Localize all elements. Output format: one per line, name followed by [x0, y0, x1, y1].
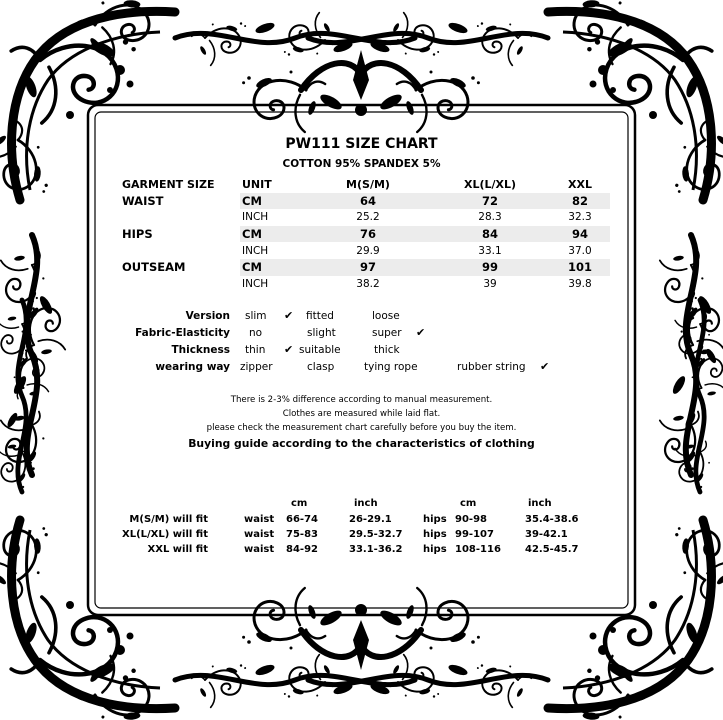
- guide-header-waist-inch: inch: [354, 498, 378, 509]
- value-cell: 29.9: [356, 244, 380, 257]
- note-measurement-difference: There is 2-3% difference according to manual measurement.: [230, 395, 493, 405]
- elasticity-option-slight: slight: [307, 327, 336, 339]
- table-row: [120, 226, 610, 243]
- guide-hips-label: hips: [423, 514, 447, 525]
- guide-waist-inch: 26-29.1: [349, 514, 392, 525]
- header-size-xl: XL(L/XL): [463, 177, 517, 191]
- guide-waist-inch: 29.5-32.7: [349, 529, 403, 540]
- unit-cell: INCH: [242, 277, 269, 290]
- check-icon: ✔: [284, 309, 294, 322]
- value-cell: 97: [306, 259, 430, 276]
- version-option-fitted: fitted: [306, 310, 334, 322]
- guide-waist-cm: 66-74: [286, 514, 318, 525]
- value-cell: 38.2: [356, 277, 380, 290]
- row-label-waist: WAIST: [122, 193, 164, 208]
- elasticity-label: Fabric-Elasticity: [135, 327, 230, 339]
- header-size-m: M(S/M): [346, 177, 390, 191]
- check-icon: ✔: [416, 326, 426, 339]
- guide-hips-cm: 108-116: [455, 544, 501, 555]
- elasticity-option-no: no: [249, 327, 263, 339]
- guide-hips-inch: 35.4-38.6: [525, 514, 579, 525]
- value-cell: 82: [550, 193, 610, 210]
- value-cell: 76: [306, 226, 430, 243]
- guide-hips-inch: 39-42.1: [525, 529, 568, 540]
- value-cell: 94: [550, 226, 610, 243]
- thickness-label: Thickness: [171, 344, 230, 356]
- guide-hips-label: hips: [423, 544, 447, 555]
- unit-cell: CM: [240, 193, 306, 210]
- table-row: [120, 209, 610, 226]
- guide-waist-inch: 33.1-36.2: [349, 544, 403, 555]
- header-size-xxl: XXL: [568, 177, 592, 191]
- check-icon: ✔: [284, 343, 294, 356]
- value-cell: 99: [430, 259, 550, 276]
- guide-hips-cm: 99-107: [455, 529, 494, 540]
- check-icon: ✔: [540, 360, 550, 373]
- table-row: [120, 242, 610, 259]
- table-row: [120, 193, 610, 210]
- guide-row-label-xl: XL(L/XL) will fit: [121, 529, 208, 540]
- buying-guide-title: Buying guide according to the characteristics of clothing: [188, 437, 535, 450]
- wearing-option-zipper: zipper: [240, 361, 273, 373]
- guide-hips-inch: 42.5-45.7: [525, 544, 579, 555]
- thickness-option-thin: thin: [245, 344, 266, 356]
- unit-cell: INCH: [242, 211, 269, 224]
- row-label-outseam: OUTSEAM: [122, 260, 186, 275]
- guide-hips-label: hips: [423, 529, 447, 540]
- note-check-chart: please check the measurement chart carefully before you buy the item.: [206, 423, 517, 433]
- header-garment-size: GARMENT SIZE: [122, 177, 215, 191]
- version-option-slim: slim: [245, 310, 267, 322]
- header-unit: UNIT: [242, 177, 272, 191]
- value-cell: 72: [430, 193, 550, 210]
- guide-waist-label: waist: [244, 529, 275, 540]
- value-cell: 33.1: [478, 244, 502, 257]
- table-row: [120, 259, 610, 276]
- guide-waist-cm: 84-92: [286, 544, 318, 555]
- chart-title: PW111 SIZE CHART: [285, 136, 438, 152]
- guide-waist-cm: 75-83: [286, 529, 318, 540]
- value-cell: 28.3: [478, 211, 502, 224]
- thickness-option-suitable: suitable: [299, 344, 341, 356]
- value-cell: 84: [430, 226, 550, 243]
- value-cell: 39: [483, 277, 497, 290]
- value-cell: 32.3: [568, 211, 592, 224]
- version-option-loose: loose: [372, 310, 400, 322]
- guide-row-label-xxl: XXL will fit: [147, 544, 208, 555]
- note-laid-flat: Clothes are measured while laid flat.: [282, 409, 441, 419]
- thickness-option-thick: thick: [374, 344, 400, 356]
- guide-row-label-m: M(S/M) will fit: [129, 514, 208, 525]
- size-table: [120, 176, 610, 292]
- value-cell: 39.8: [568, 277, 592, 290]
- fabric-composition: COTTON 95% SPANDEX 5%: [282, 158, 441, 170]
- wearing-option-rubber-string: rubber string: [457, 361, 526, 373]
- version-label: Version: [185, 310, 230, 322]
- guide-header-hips-inch: inch: [528, 498, 552, 509]
- guide-waist-label: waist: [244, 514, 275, 525]
- guide-header-hips-cm: cm: [460, 498, 477, 509]
- wearing-option-tying-rope: tying rope: [364, 361, 418, 373]
- unit-cell: INCH: [242, 244, 269, 257]
- value-cell: 25.2: [356, 211, 380, 224]
- guide-header-waist-cm: cm: [291, 498, 308, 509]
- guide-hips-cm: 90-98: [455, 514, 487, 525]
- value-cell: 101: [550, 259, 610, 276]
- unit-cell: CM: [240, 259, 306, 276]
- row-label-hips: HIPS: [122, 227, 153, 242]
- table-row: [120, 276, 610, 293]
- wearing-way-label: wearing way: [155, 361, 230, 373]
- value-cell: 37.0: [568, 244, 592, 257]
- elasticity-option-super: super: [372, 327, 402, 339]
- guide-waist-label: waist: [244, 544, 275, 555]
- unit-cell: CM: [240, 226, 306, 243]
- value-cell: 64: [306, 193, 430, 210]
- wearing-option-clasp: clasp: [307, 361, 335, 373]
- size-table-header: [120, 176, 610, 193]
